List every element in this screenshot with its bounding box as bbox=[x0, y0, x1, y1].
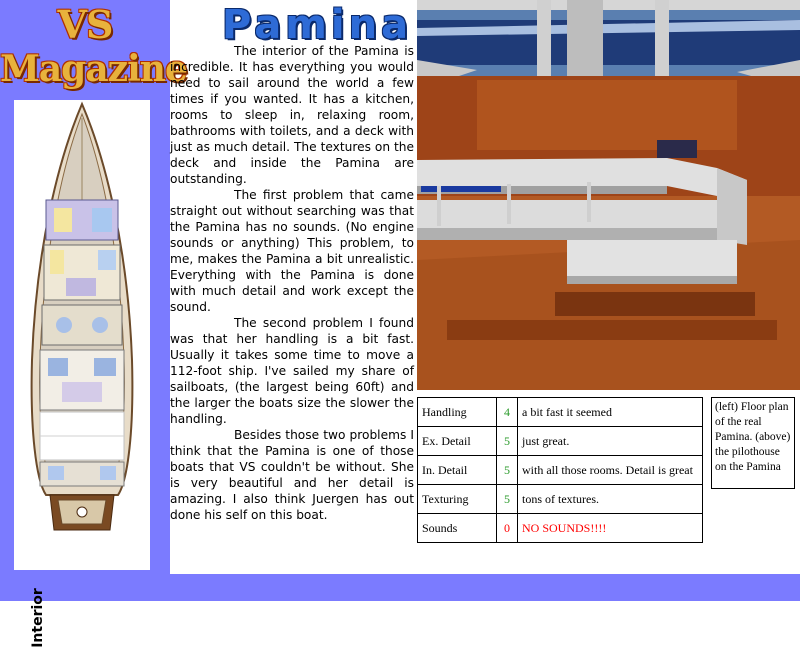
rating-category: Texturing bbox=[418, 485, 497, 514]
rating-category: Handling bbox=[418, 398, 497, 427]
rating-comment: NO SOUNDS!!!! bbox=[518, 514, 703, 543]
rating-comment: tons of textures. bbox=[518, 485, 703, 514]
logo-line-2: Magazine bbox=[0, 48, 187, 90]
rating-comment: a bit fast it seemed bbox=[518, 398, 703, 427]
rating-score: 5 bbox=[497, 485, 518, 514]
article-paragraph: The interior of the Pamina is incredible. It has everything you would need to sail around the world a few times if you wanted. It has a kitchen, rooms to sleep in, relaxing room, bathrooms with toilets, and a deck with just as much detail. The textures on the deck and inside the Pamina are outstanding. bbox=[170, 44, 414, 186]
rating-category: In. Detail bbox=[418, 456, 497, 485]
page-title: Pamina bbox=[222, 2, 413, 48]
pilothouse-photo bbox=[417, 0, 800, 390]
floor-plan-image bbox=[14, 100, 150, 648]
article-paragraph: The first problem that came straight out without searching was that the Pamina has no sounds. (No engine sounds or anything) This problem, to me, makes the Pamina a bit unrealistic. Everything with the Pamina is done with much detail and work except the sound. bbox=[170, 188, 414, 314]
rating-category: Sounds bbox=[418, 514, 497, 543]
rating-row bbox=[418, 398, 703, 427]
rating-row bbox=[418, 514, 703, 543]
floor-plan-label: Interior bbox=[30, 588, 46, 648]
rating-score: 5 bbox=[497, 456, 518, 485]
rating-row bbox=[418, 485, 703, 514]
rating-row bbox=[418, 456, 703, 485]
vs-magazine-logo bbox=[0, 0, 187, 100]
rating-comment: with all those rooms. Detail is great bbox=[518, 456, 703, 485]
rating-category: Ex. Detail bbox=[418, 427, 497, 456]
bottom-band bbox=[170, 574, 800, 601]
rating-score: 0 bbox=[497, 514, 518, 543]
logo-line-1: VS bbox=[57, 2, 113, 47]
article-paragraph: The second problem I found was that her handling is a bit fast. Usually it takes some time to move a 112-foot ship. I've sailed my share of sailboats, (the largest being 60ft) and the larger the boats size the slower the handling. bbox=[170, 316, 414, 426]
rating-comment: just great. bbox=[518, 427, 703, 456]
ratings-table bbox=[417, 397, 703, 543]
article-paragraph: Besides those two problems I think that the Pamina is one of those boats that VS couldn't be without. She is very beautiful and her detail is amazing. I also think Juergen has out done his self on this boat. bbox=[170, 428, 414, 522]
floor-plan-drawing bbox=[14, 100, 150, 570]
rating-score: 4 bbox=[497, 398, 518, 427]
article-body bbox=[170, 43, 414, 523]
image-caption: (left) Floor plan of the real Pamina. (above) the pilothouse on the Pamina bbox=[711, 397, 795, 489]
rating-row bbox=[418, 427, 703, 456]
rating-score: 5 bbox=[497, 427, 518, 456]
